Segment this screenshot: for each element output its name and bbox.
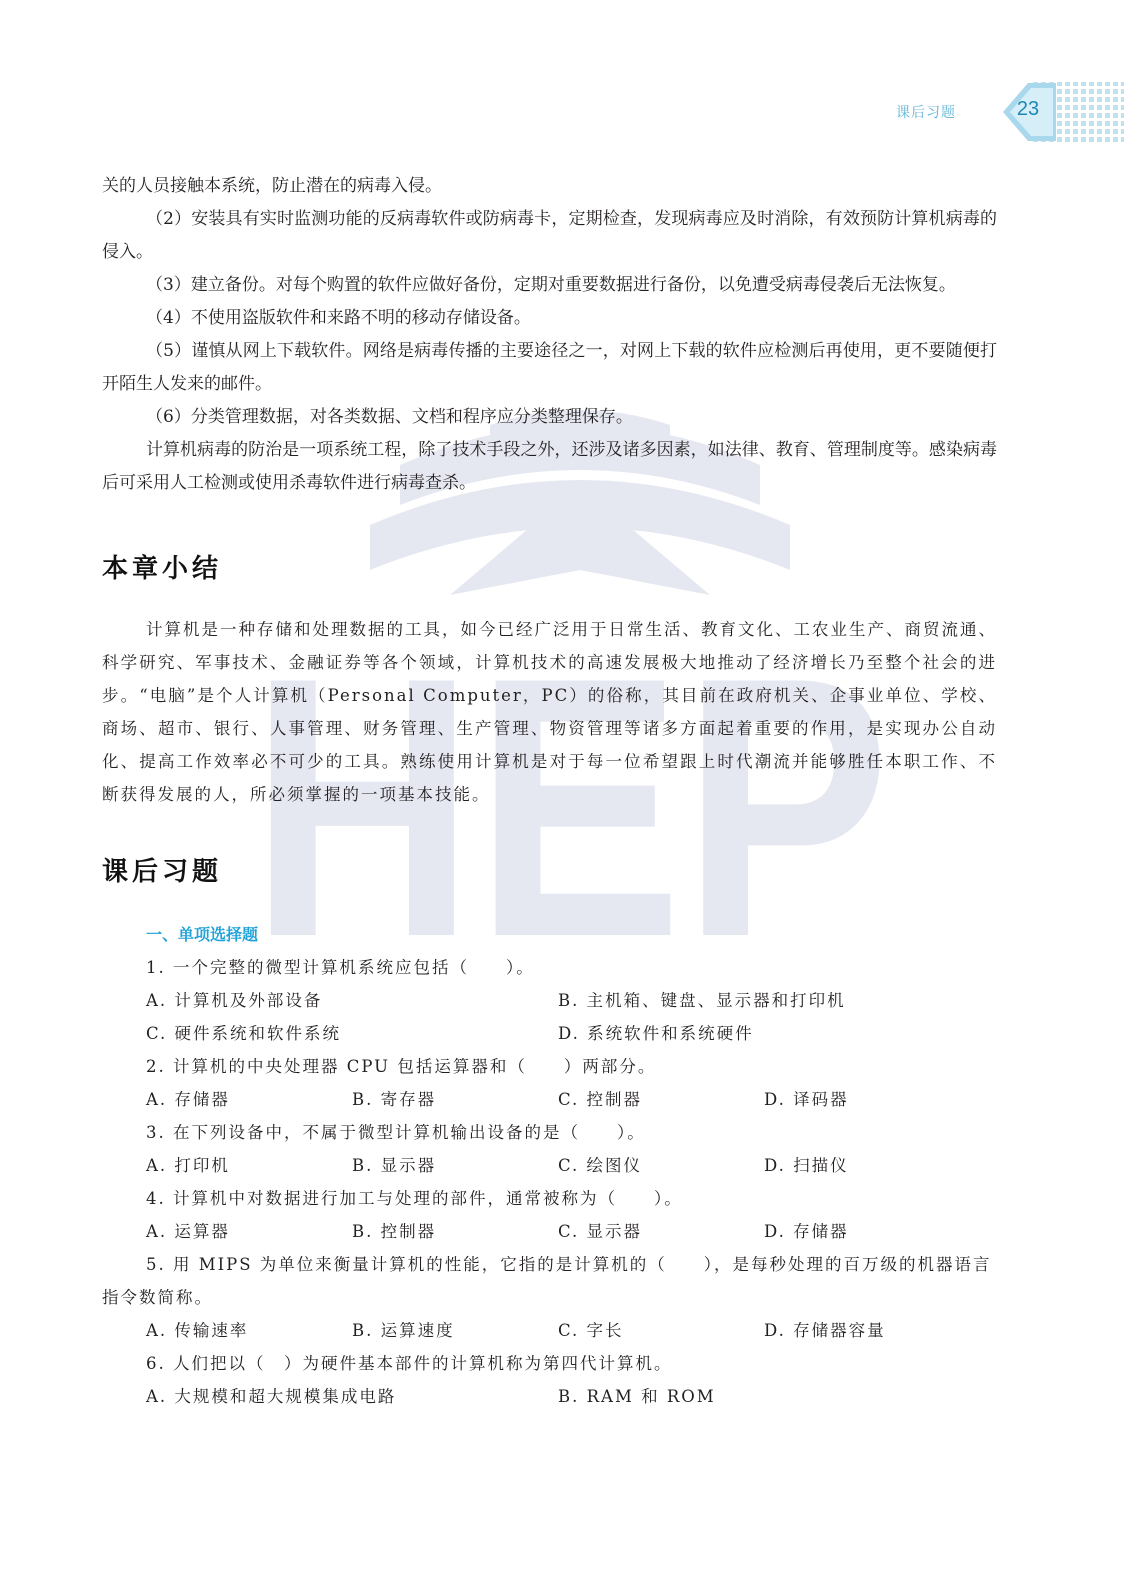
body-paragraph: （4）不使用盗版软件和来路不明的移动存储设备。	[146, 308, 531, 328]
option: B. 寄存器	[352, 1090, 437, 1109]
option: B. RAM 和 ROM	[558, 1387, 716, 1406]
option: A. 传输速率	[146, 1321, 249, 1340]
option: C. 控制器	[558, 1090, 643, 1109]
summary-paragraph: 计算机是一种存储和处理数据的工具，如今已经广泛用于日常生活、教育文化、工农业生产、商贸流通、科学研究、军事技术、金融证券等各个领域，计算机技术的高速发展极大地推动了经济增长乃至整个社会的进步。“电脑”是个人计算机（Personal Computer，PC）的俗称，其目前在政府机关、企事业单位、学校、商场、超市、银行、人事管理、财务管理、生产管理、物资管理等诸多方面起着重要的作用，是实现办公自动化、提高工作效率必不可少的工具。熟练使用计算机是对于每一位希望跟上时代潮流并能够胜任本职工作、不断获得发展的人，所必须掌握的一项基本技能。	[102, 620, 997, 804]
option: D. 存储器	[764, 1222, 849, 1241]
option: D. 译码器	[764, 1090, 849, 1109]
body-paragraph: （2）安装具有实时监测功能的反病毒软件或防病毒卡，定期检查，发现病毒应及时消除，有效预防计算机病毒的侵入。	[102, 209, 997, 262]
question-options	[146, 1314, 997, 1347]
body-paragraph: （5）谨慎从网上下载软件。网络是病毒传播的主要途径之一，对网上下载的软件应检测后再使用，更不要随便打开陌生人发来的邮件。	[102, 341, 997, 394]
watermark-text: HEP	[250, 601, 890, 955]
question-stem: 5. 用 MIPS 为单位来衡量计算机的性能，它指的是计算机的（ ），是每秒处理的百万级的机器语言指令数简称。	[102, 1255, 992, 1307]
body-paragraph: 计算机病毒的防治是一项系统工程，除了技术手段之外，还涉及诸多因素，如法律、教育、管理制度等。感染病毒后可采用人工检测或使用杀毒软件进行病毒查杀。	[102, 440, 997, 493]
option: A. 打印机	[146, 1156, 230, 1175]
body-paragraph: 关的人员接触本系统，防止潜在的病毒入侵。	[102, 176, 442, 196]
option: A. 存储器	[146, 1090, 230, 1109]
question-stem: 6. 人们把以（ ）为硬件基本部件的计算机称为第四代计算机。	[146, 1354, 673, 1373]
option: D. 扫描仪	[764, 1156, 849, 1175]
question-options	[146, 1380, 997, 1413]
option: D. 系统软件和系统硬件	[558, 1024, 754, 1043]
summary-section	[102, 613, 997, 811]
question-options	[146, 1083, 997, 1116]
exercise-subheading: 一、单项选择题	[146, 925, 259, 944]
body-paragraph: （6）分类管理数据，对各类数据、文档和程序应分类整理保存。	[146, 407, 633, 427]
question-options	[146, 984, 997, 1017]
question-stem: 3. 在下列设备中，不属于微型计算机输出设备的是（ ）。	[146, 1123, 646, 1142]
summary-heading: 本章小结	[102, 554, 223, 584]
option: D. 存储器容量	[764, 1321, 886, 1340]
option: A. 大规模和超大规模集成电路	[146, 1387, 397, 1406]
option: C. 显示器	[558, 1222, 643, 1241]
question-stem: 4. 计算机中对数据进行加工与处理的部件，通常被称为（ ）。	[146, 1189, 683, 1208]
page-number: 23	[1016, 98, 1040, 120]
option: B. 显示器	[352, 1156, 437, 1175]
question-stem: 1. 一个完整的微型计算机系统应包括（ ）。	[146, 958, 535, 977]
option: C. 绘图仪	[558, 1156, 643, 1175]
option: B. 运算速度	[352, 1321, 455, 1340]
option: A. 计算机及外部设备	[146, 991, 323, 1010]
option: C. 硬件系统和软件系统	[146, 1024, 342, 1043]
running-header-section: 课后习题	[896, 105, 956, 121]
option: B. 控制器	[352, 1222, 437, 1241]
question-options	[146, 1149, 997, 1182]
exercises-heading: 课后习题	[102, 857, 223, 887]
option: A. 运算器	[146, 1222, 230, 1241]
option: B. 主机箱、键盘、显示器和打印机	[558, 991, 846, 1010]
question-stem: 2. 计算机的中央处理器 CPU 包括运算器和（ ）两部分。	[146, 1057, 657, 1076]
option: C. 字长	[558, 1321, 624, 1340]
question-options	[146, 1215, 997, 1248]
page-content	[102, 170, 997, 1413]
question-options	[146, 1017, 997, 1050]
body-paragraph: （3）建立备份。对每个购置的软件应做好备份，定期对重要数据进行备份，以免遭受病毒侵袭后无法恢复。	[146, 275, 956, 295]
